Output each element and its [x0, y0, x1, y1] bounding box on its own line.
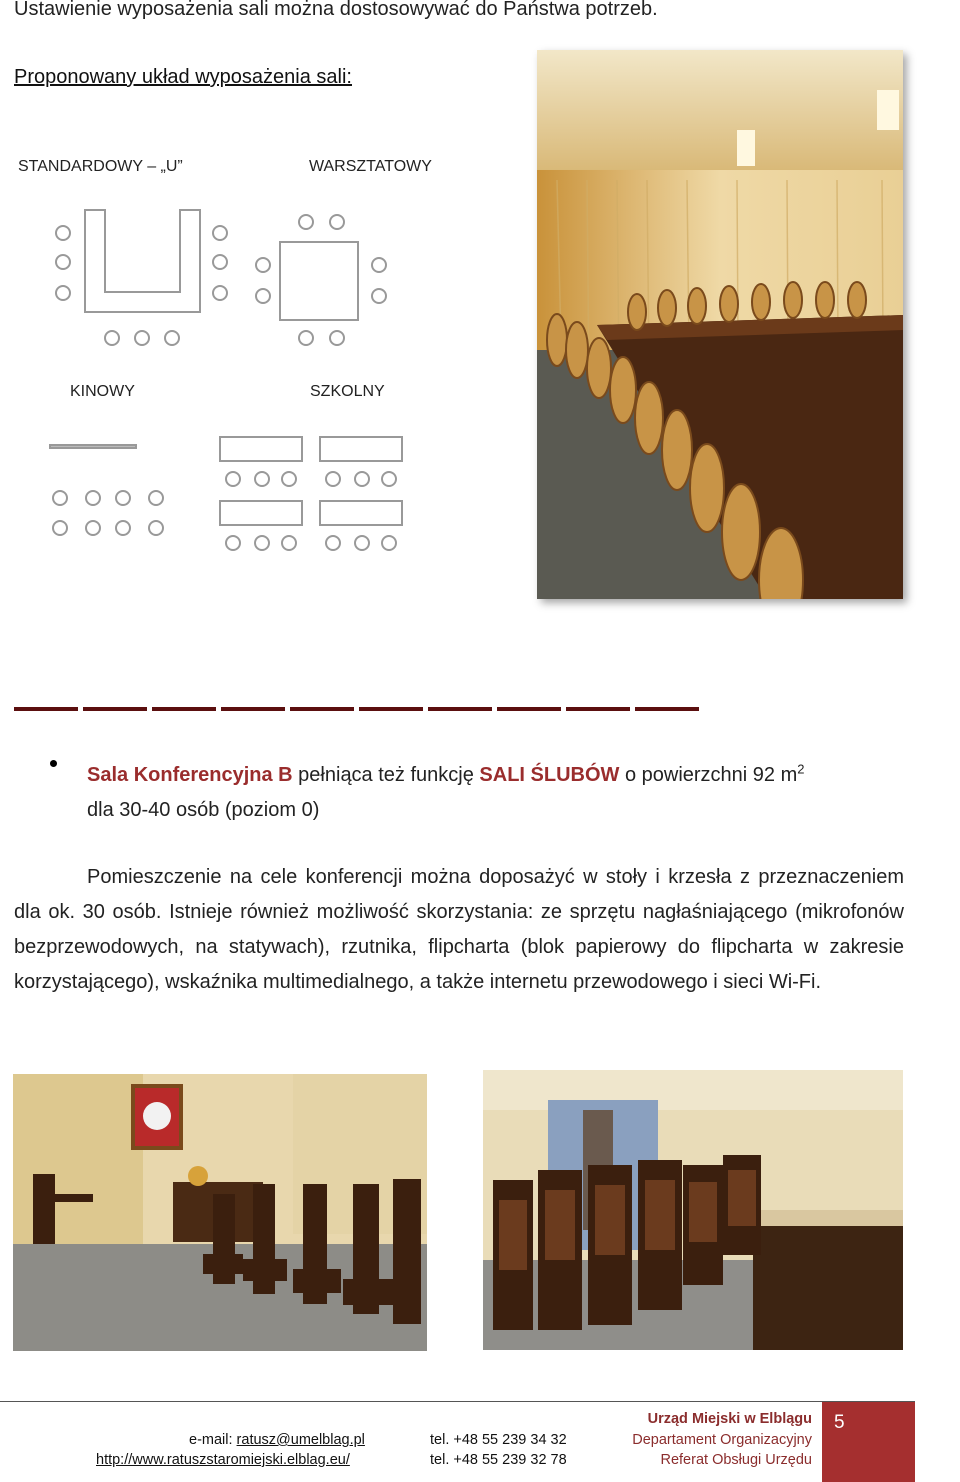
cinema-layout-diagram — [50, 445, 163, 535]
section-divider — [14, 707, 704, 711]
footer-rule — [0, 1401, 915, 1402]
room-name: Sala Konferencyjna B — [87, 764, 293, 786]
u-layout-diagram — [56, 210, 227, 345]
room-layout-diagrams — [40, 200, 440, 560]
footer-dept: Departament Organizacyjny — [632, 1432, 812, 1448]
room-function: SALI ŚLUBÓW — [479, 764, 620, 786]
room-capacity: dla 30-40 osób (poziom 0) — [87, 799, 320, 821]
footer-phone-1: tel. +48 55 239 34 32 — [430, 1432, 567, 1448]
layout-label-workshop: WARSZTATOWY — [309, 158, 432, 175]
bullet-marker — [50, 760, 57, 767]
footer-org — [648, 1411, 812, 1427]
layout-subheading: Proponowany układ wyposażenia sali: — [14, 66, 352, 88]
footer-unit: Referat Obsługi Urzędu — [660, 1452, 812, 1468]
layout-label-school: SZKOLNY — [310, 383, 385, 400]
email-label: e-mail: — [189, 1432, 237, 1448]
footer-phone-2: tel. +48 55 239 32 78 — [430, 1452, 567, 1468]
website-link[interactable]: http://www.ratuszstaromiejski.elblag.eu/ — [96, 1452, 350, 1468]
wedding-hall-photo-right — [483, 1070, 903, 1350]
intro-text: Ustawienie wyposażenia sali można dostosowywać do Państwa potrzeb. — [14, 0, 658, 20]
school-layout-diagram — [220, 437, 402, 550]
room-desc-part2: o powierzchni 92 m — [619, 764, 798, 786]
room-desc-part1: pełniąca też funkcję — [292, 764, 480, 786]
equipment-paragraph: Pomieszczenie na cele konferencji można doposażyć w stoły i krzesła z przeznaczeniem dla ok. 30 osób. Istnieje również możliwość skorzystania: ze sprzętu nagłaśniającego (mikrofonów bezprzewodowych, na statywach), rzutnika, flipcharta (blok papierowy do flipcharta w zakresie korzystającego), wskaźnika multimedialnego, a także internetu przewodowego i sieci Wi-Fi. — [14, 866, 904, 993]
conference-room-photo — [537, 50, 903, 599]
workshop-layout-diagram — [256, 215, 386, 345]
footer-email — [189, 1432, 365, 1448]
page-number: 5 — [834, 1412, 845, 1433]
area-superscript: 2 — [797, 761, 805, 777]
layout-label-standard: STANDARDOWY – „U” — [18, 158, 183, 175]
wedding-hall-photo-left — [13, 1074, 427, 1351]
email-link[interactable]: ratusz@umelblag.pl — [236, 1432, 365, 1448]
org-name: Urząd Miejski w Elblągu — [647, 1411, 812, 1427]
layout-label-cinema: KINOWY — [70, 383, 135, 400]
room-description — [87, 758, 907, 828]
footer-website — [96, 1452, 350, 1468]
